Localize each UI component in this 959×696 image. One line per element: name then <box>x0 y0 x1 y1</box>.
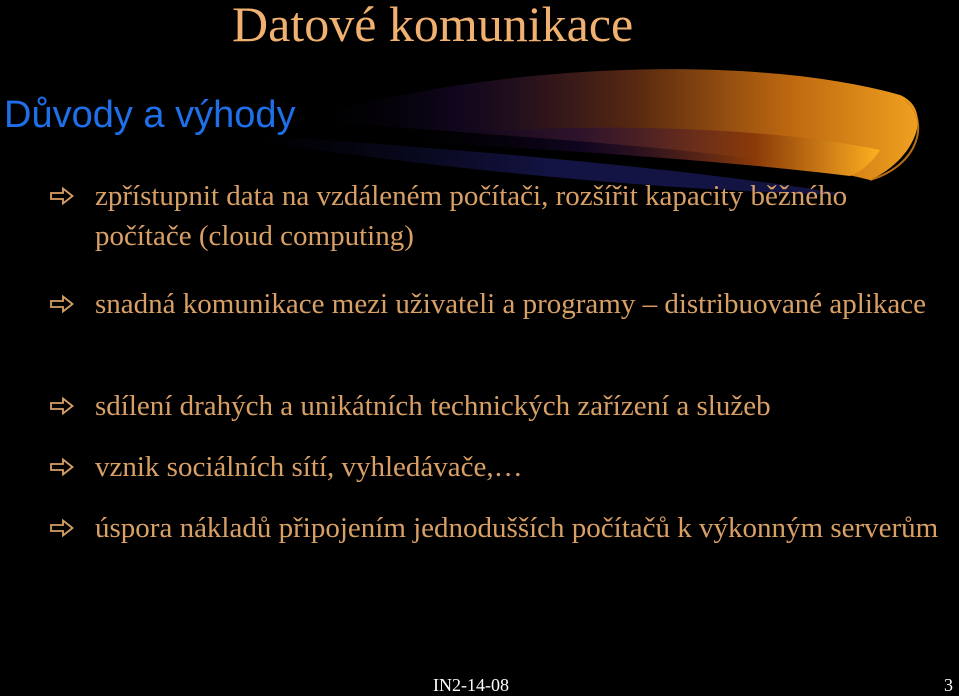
outline-arrow-right-icon <box>50 519 74 537</box>
outline-arrow-right-icon <box>50 458 74 476</box>
page-number: 3 <box>944 675 953 695</box>
bullet-text: snadná komunikace mezi uživateli a programy – distribuované aplikace <box>95 288 927 320</box>
bullet-text: úspora nákladů připojením jednodušších počítačů k výkonným serverům <box>95 512 939 544</box>
bullet-text: vznik sociálních sítí, vyhledávače,… <box>95 451 523 483</box>
bullet-text: zpřístupnit data na vzdáleném počítači, rozšířit kapacity běžného počítače (cloud computing) <box>95 180 848 252</box>
footer-code: IN2-14-08 <box>433 675 509 695</box>
outline-arrow-right-icon <box>50 295 74 313</box>
outline-arrow-right-icon <box>50 187 74 205</box>
slide-subtitle: Důvody a výhody <box>4 94 296 136</box>
outline-arrow-right-icon <box>50 397 74 415</box>
slide-title: Datové komunikace <box>232 0 634 52</box>
bullet-text: sdílení drahých a unikátních technických zařízení a služeb <box>95 390 771 422</box>
